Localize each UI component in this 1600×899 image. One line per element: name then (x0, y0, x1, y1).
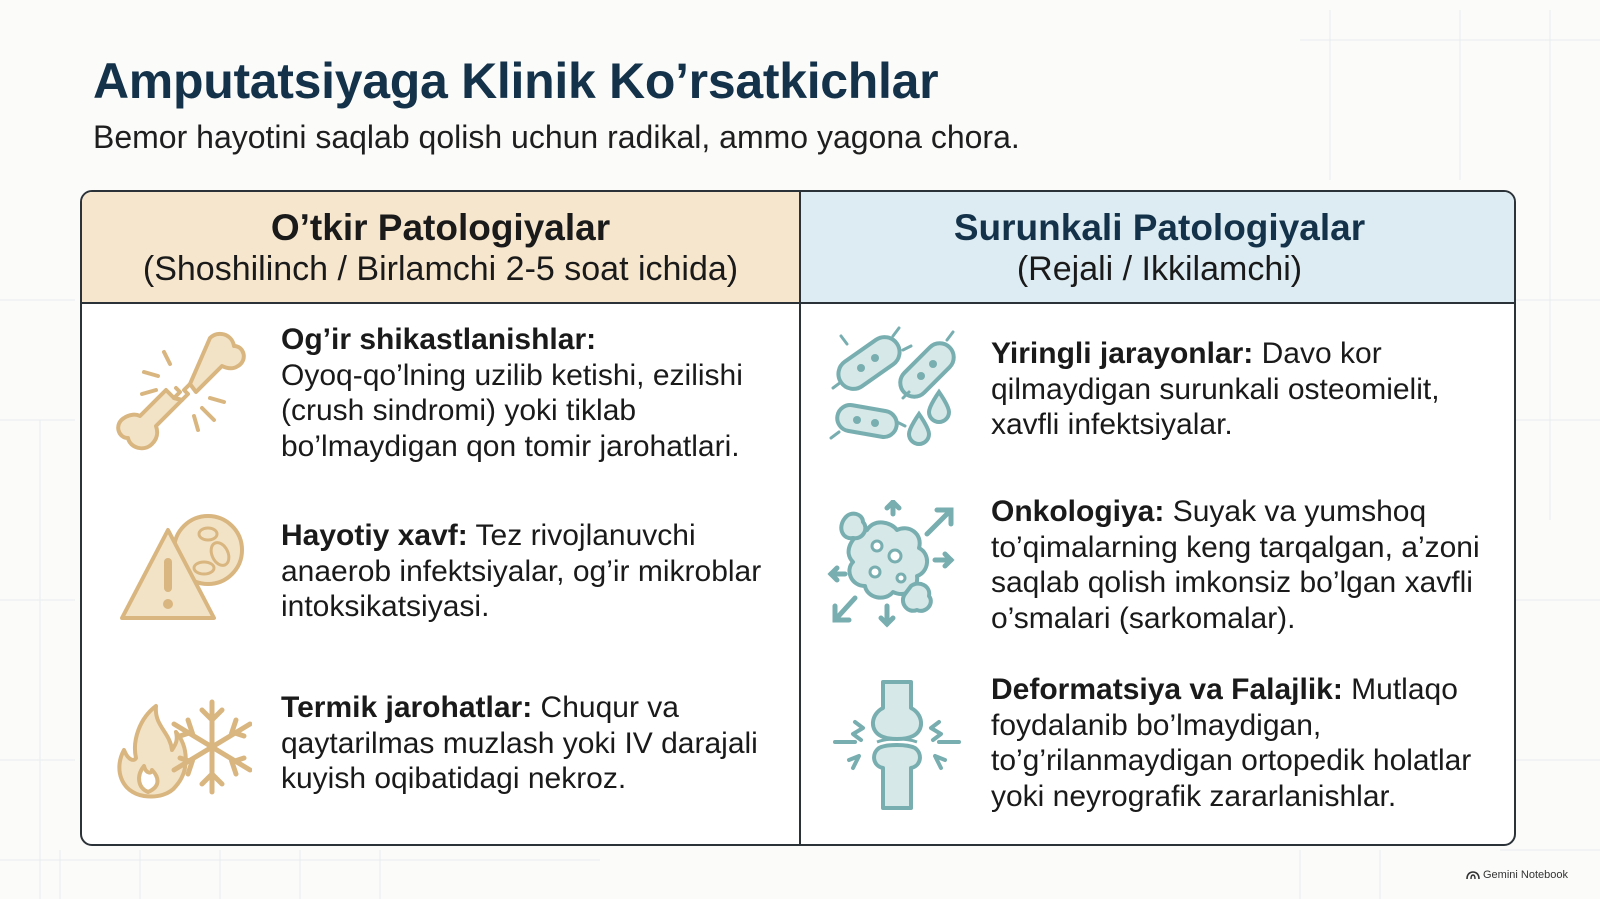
tumor-spread-icon (827, 500, 967, 635)
acute-title: O’tkir Patologiyalar (270, 206, 611, 248)
brand-name: Gemini Notebook (1483, 869, 1568, 881)
column-divider (799, 192, 801, 844)
chronic-item-oncology-label: Onkologiya: (991, 495, 1165, 528)
comparison-panel (80, 190, 1516, 846)
acute-header (82, 192, 799, 302)
chronic-item-oncology-desc: Suyak va yumshoq to’qimalarning keng tarqalgan, a’zoni saqlab qolish imkonsiz bo’lgan xavfli o’smalari (sarkomalar). (991, 495, 1480, 635)
broken-bone-icon (110, 324, 250, 459)
bacteria-icon (827, 322, 967, 457)
chronic-item-purulent-text (991, 336, 1481, 443)
chronic-item-deformity-label: Deformatsiya va Falajlik: (991, 673, 1343, 706)
chronic-subtitle: (Rejali / Ikkilamchi) (1016, 249, 1303, 288)
page-title: Amputatsiyaga Klinik Ko’rsatkichlar (93, 53, 939, 109)
acute-item-life-threat-label: Hayotiy xavf: (281, 519, 468, 552)
chronic-item-oncology-text (991, 494, 1491, 636)
acute-item-thermal-desc: Chuqur va qaytarilmas muzlash yoki IV darajali kuyish oqibatidagi nekroz. (281, 691, 758, 795)
chronic-item-deformity-text (991, 672, 1491, 814)
chronic-header (801, 192, 1516, 302)
knee-joint-icon (827, 678, 967, 813)
acute-subtitle: (Shoshilinch / Birlamchi 2-5 soat ichida) (142, 249, 739, 288)
brand-watermark (1466, 869, 1568, 881)
acute-item-trauma-desc: Oyoq-qo’lning uzilib ketishi, ezilishi (crush sindromi) yoki tiklab bo’lmaydigan qon tomir jarohatlari. (281, 358, 743, 463)
acute-item-thermal-text (281, 690, 781, 797)
warning-bacteria-icon (112, 510, 252, 630)
header-divider (82, 302, 1514, 304)
acute-item-trauma-text (281, 322, 781, 464)
chronic-item-purulent-label: Yiringli jarayonlar: (991, 337, 1254, 370)
acute-item-thermal-label: Termik jarohatlar: (281, 691, 533, 724)
chronic-title: Surunkali Patologiyalar (953, 206, 1366, 248)
page-subtitle: Bemor hayotini saqlab qolish uchun radikal, ammo yagona chora. (93, 119, 1020, 155)
brand-logo-icon (1466, 871, 1480, 879)
chronic-item-purulent-desc: Davo kor qilmaydigan surunkali osteomielit, xavfli infektsiyalar. (991, 337, 1440, 441)
chronic-item-deformity-desc: Mutlaqo foydalanib bo’lmaydigan, to’g’rilanmaydigan ortopedik holatlar yoki neyrografik zararlanishlar. (991, 673, 1472, 813)
acute-item-life-threat-desc: Tez rivojlanuvchi anaerob infektsiyalar, og’ir mikroblar intoksikatsiyasi. (281, 519, 762, 623)
fire-snowflake-icon (112, 692, 252, 802)
acute-item-life-threat-text (281, 518, 781, 625)
acute-item-trauma-label: Og’ir shikastlanishlar: (281, 323, 597, 356)
